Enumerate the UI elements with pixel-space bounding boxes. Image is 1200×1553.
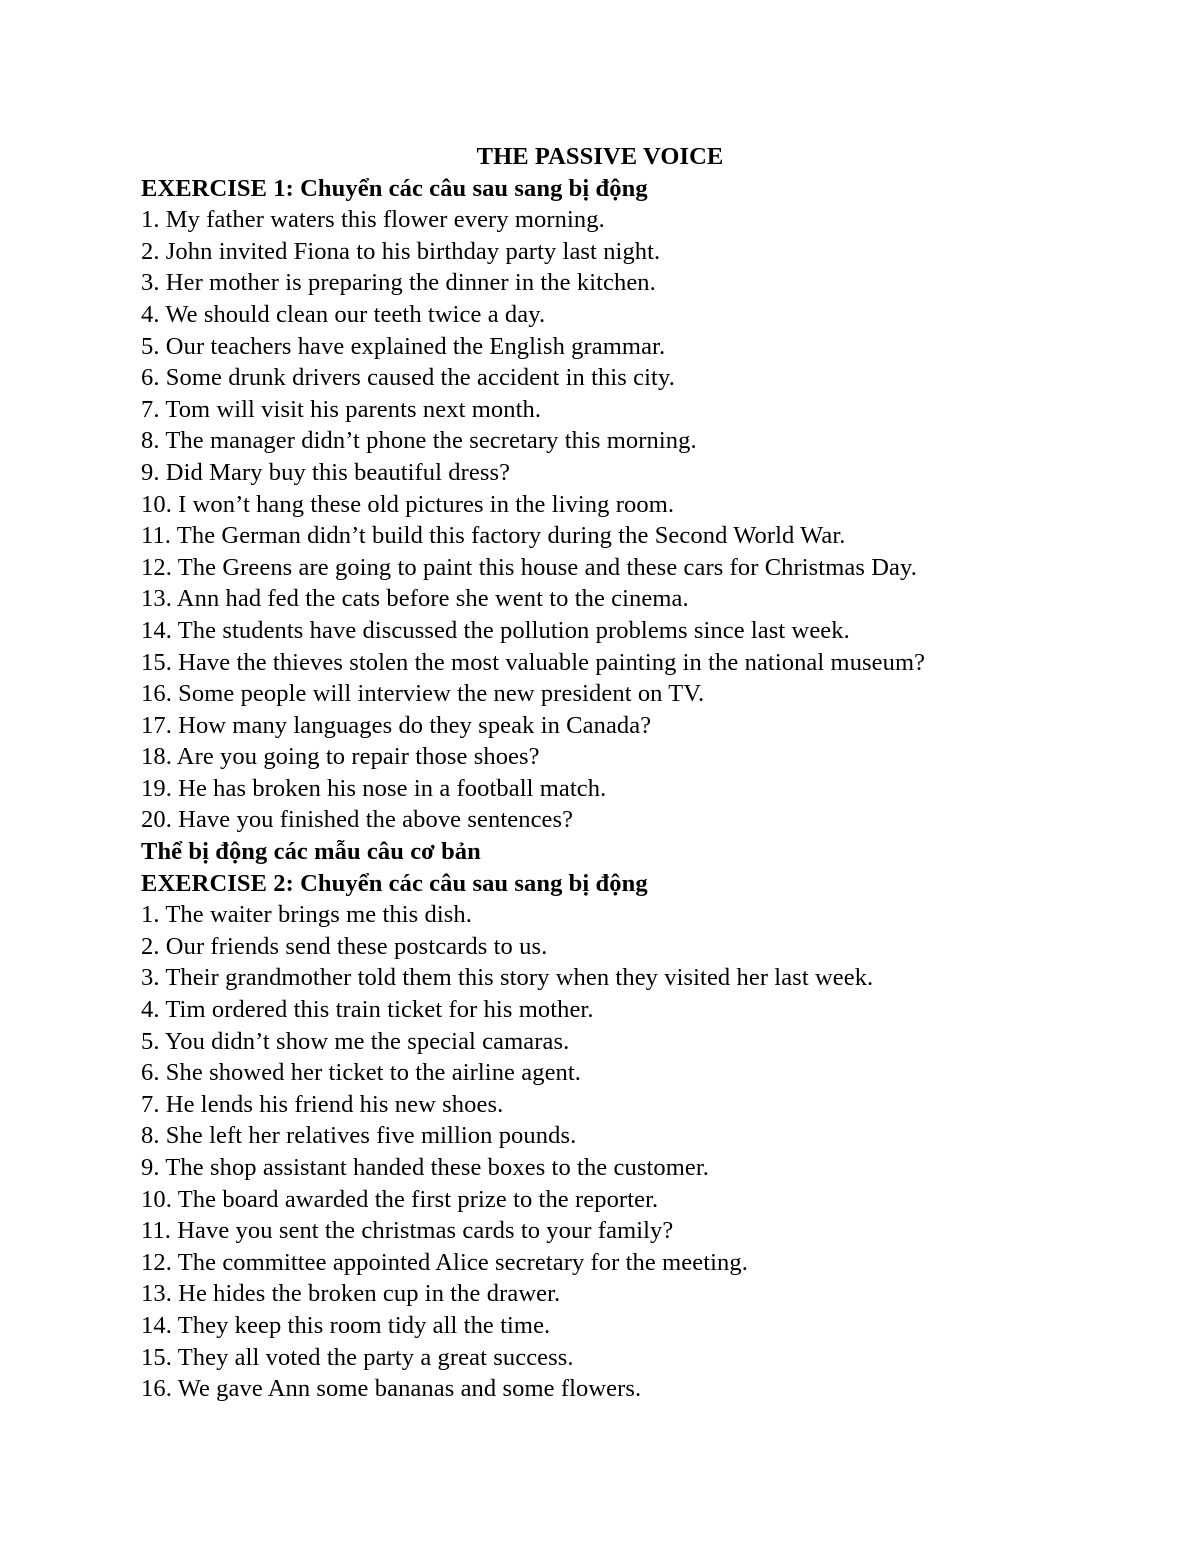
- list-item: 15. Have the thieves stolen the most valuable painting in the national museum?: [141, 648, 926, 676]
- list-item: 14. They keep this room tidy all the time.: [141, 1311, 551, 1339]
- page-title: THE PASSIVE VOICE: [476, 143, 724, 170]
- list-item: 16. Some people will interview the new president on TV.: [141, 680, 705, 708]
- list-item: 2. John invited Fiona to his birthday party last night.: [141, 237, 661, 265]
- exercise-1: [141, 173, 1061, 836]
- list-item: 13. Ann had fed the cats before she went to the cinema.: [141, 585, 689, 613]
- section-heading: Thể bị động các mẫu câu cơ bản: [141, 838, 481, 866]
- list-item: 17. How many languages do they speak in Canada?: [141, 711, 652, 739]
- list-item: 15. They all voted the party a great success.: [141, 1343, 574, 1371]
- list-item: 3. Her mother is preparing the dinner in the kitchen.: [141, 269, 656, 297]
- list-item: 19. He has broken his nose in a football match.: [141, 774, 607, 802]
- list-item: 7. He lends his friend his new shoes.: [141, 1090, 504, 1118]
- list-item: 11. The German didn’t build this factory during the Second World War.: [141, 522, 846, 550]
- list-item: 10. I won’t hang these old pictures in the living room.: [141, 490, 675, 518]
- list-item: 9. Did Mary buy this beautiful dress?: [141, 458, 511, 486]
- exercise-2-heading: EXERCISE 2: Chuyển các câu sau sang bị động: [141, 869, 648, 897]
- list-item: 10. The board awarded the first prize to the reporter.: [141, 1185, 659, 1213]
- list-item: 18. Are you going to repair those shoes?: [141, 743, 540, 771]
- list-item: 13. He hides the broken cup in the drawer.: [141, 1280, 561, 1308]
- list-item: 6. Some drunk drivers caused the accident in this city.: [141, 364, 675, 392]
- list-item: 1. My father waters this flower every morning.: [141, 206, 605, 234]
- list-item: 5. You didn’t show me the special camaras.: [141, 1027, 570, 1055]
- list-item: 6. She showed her ticket to the airline agent.: [141, 1059, 582, 1087]
- list-item: 8. The manager didn’t phone the secretary this morning.: [141, 427, 697, 455]
- list-item: 2. Our friends send these postcards to us.: [141, 932, 548, 960]
- list-item: 11. Have you sent the christmas cards to your family?: [141, 1217, 674, 1245]
- list-item: 9. The shop assistant handed these boxes to the customer.: [141, 1154, 709, 1181]
- exercise-1-list: [141, 204, 1061, 836]
- list-item: 12. The committee appointed Alice secretary for the meeting.: [141, 1248, 748, 1276]
- exercise-1-heading: EXERCISE 1: Chuyển các câu sau sang bị động: [141, 174, 648, 202]
- list-item: 14. The students have discussed the pollution problems since last week.: [141, 616, 850, 644]
- list-item: 4. We should clean our teeth twice a day.: [141, 300, 546, 328]
- list-item: 5. Our teachers have explained the English grammar.: [141, 332, 666, 360]
- list-item: 8. She left her relatives five million pounds.: [141, 1122, 577, 1150]
- list-item: 4. Tim ordered this train ticket for his mother.: [141, 996, 594, 1024]
- list-item: 16. We gave Ann some bananas and some flowers.: [141, 1375, 642, 1403]
- list-item: 1. The waiter brings me this dish.: [141, 901, 472, 929]
- list-item: 12. The Greens are going to paint this house and these cars for Christmas Day.: [141, 553, 917, 581]
- exercise-2: [141, 868, 1061, 1405]
- document-body: [141, 141, 1061, 1405]
- list-item: 7. Tom will visit his parents next month.: [141, 395, 542, 423]
- list-item: 3. Their grandmother told them this story when they visited her last week.: [141, 964, 874, 992]
- exercise-2-list: [141, 899, 1061, 1405]
- list-item: 20. Have you finished the above sentences?: [141, 806, 574, 834]
